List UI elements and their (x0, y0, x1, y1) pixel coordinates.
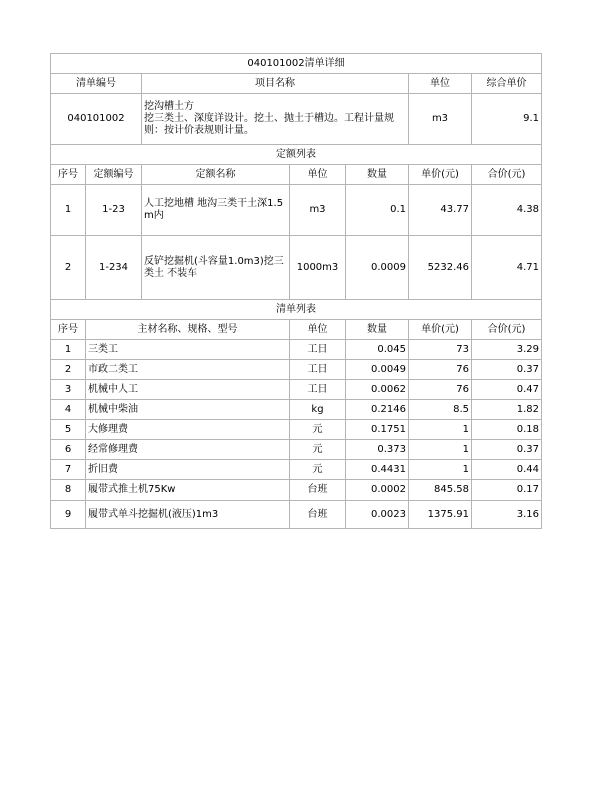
material-total: 0.18 (472, 420, 542, 440)
material-name: 大修理费 (86, 420, 290, 440)
material-unit-price: 1 (409, 420, 472, 440)
material-total: 0.17 (472, 480, 542, 501)
material-unit-price: 1 (409, 460, 472, 480)
bill-header-row (51, 74, 542, 94)
bill-price-header: 综合单价 (472, 74, 542, 94)
material-unit-price: 73 (409, 340, 472, 360)
material-unit-price-header: 单价(元) (409, 320, 472, 340)
material-unit-price: 845.58 (409, 480, 472, 501)
material-row (51, 380, 542, 400)
material-qty: 0.0023 (346, 501, 409, 529)
material-unit: 台班 (290, 480, 346, 501)
material-qty: 0.045 (346, 340, 409, 360)
material-row (51, 360, 542, 380)
material-qty: 0.0049 (346, 360, 409, 380)
bill-code-header: 清单编号 (51, 74, 142, 94)
quota-unit-header: 单位 (290, 165, 346, 185)
material-total: 1.82 (472, 400, 542, 420)
material-unit-price: 1375.91 (409, 501, 472, 529)
material-qty-header: 数量 (346, 320, 409, 340)
quota-qty: 0.1 (346, 185, 409, 236)
quota-total: 4.38 (472, 185, 542, 236)
material-seq: 5 (51, 420, 86, 440)
material-qty: 0.373 (346, 440, 409, 460)
material-name: 三类工 (86, 340, 290, 360)
material-row (51, 400, 542, 420)
material-unit-header: 单位 (290, 320, 346, 340)
material-total: 0.47 (472, 380, 542, 400)
quota-qty: 0.0009 (346, 236, 409, 300)
material-unit: kg (290, 400, 346, 420)
material-name-header: 主材名称、规格、型号 (86, 320, 290, 340)
material-qty: 0.0002 (346, 480, 409, 501)
quota-section-title: 定额列表 (51, 145, 542, 165)
material-unit: 元 (290, 460, 346, 480)
quota-unit-price-header: 单价(元) (409, 165, 472, 185)
material-total-header: 合价(元) (472, 320, 542, 340)
material-unit: 元 (290, 440, 346, 460)
quota-row (51, 236, 542, 300)
quota-name-header: 定额名称 (142, 165, 290, 185)
quota-total-header: 合价(元) (472, 165, 542, 185)
quota-unit-price: 43.77 (409, 185, 472, 236)
material-name: 市政二类工 (86, 360, 290, 380)
material-unit-price: 76 (409, 360, 472, 380)
quota-unit: m3 (290, 185, 346, 236)
quota-seq: 1 (51, 185, 86, 236)
material-seq-header: 序号 (51, 320, 86, 340)
material-seq: 8 (51, 480, 86, 501)
material-qty: 0.0062 (346, 380, 409, 400)
material-total: 3.16 (472, 501, 542, 529)
material-unit-price: 8.5 (409, 400, 472, 420)
quota-code-header: 定额编号 (86, 165, 142, 185)
material-seq: 1 (51, 340, 86, 360)
material-name: 履带式推土机75Kw (86, 480, 290, 501)
material-qty: 0.4431 (346, 460, 409, 480)
bill-detail-table (50, 53, 542, 529)
bill-unit-header: 单位 (409, 74, 472, 94)
material-unit-price: 76 (409, 380, 472, 400)
quota-row (51, 185, 542, 236)
quota-code: 1-234 (86, 236, 142, 300)
material-seq: 2 (51, 360, 86, 380)
material-row (51, 440, 542, 460)
material-unit: 工日 (290, 380, 346, 400)
bill-price: 9.1 (472, 94, 542, 145)
quota-header-row (51, 165, 542, 185)
bill-unit: m3 (409, 94, 472, 145)
quota-seq: 2 (51, 236, 86, 300)
material-total: 0.37 (472, 360, 542, 380)
quota-total: 4.71 (472, 236, 542, 300)
material-row (51, 460, 542, 480)
material-total: 3.29 (472, 340, 542, 360)
quota-name: 反铲挖掘机(斗容量1.0m3)挖三类土 不装车 (142, 236, 290, 300)
material-row (51, 480, 542, 501)
material-qty: 0.1751 (346, 420, 409, 440)
material-unit-price: 1 (409, 440, 472, 460)
bill-code: 040101002 (51, 94, 142, 145)
material-qty: 0.2146 (346, 400, 409, 420)
material-unit: 台班 (290, 501, 346, 529)
material-seq: 7 (51, 460, 86, 480)
material-unit: 工日 (290, 340, 346, 360)
quota-seq-header: 序号 (51, 165, 86, 185)
material-unit: 元 (290, 420, 346, 440)
material-name: 履带式单斗挖掘机(液压)1m3 (86, 501, 290, 529)
sheet-title: 040101002清单详细 (51, 54, 542, 74)
material-row (51, 420, 542, 440)
material-section-title: 清单列表 (51, 300, 542, 320)
quota-name: 人工挖地槽 地沟三类干土深1.5m内 (142, 185, 290, 236)
material-total: 0.37 (472, 440, 542, 460)
material-header-row (51, 320, 542, 340)
material-row (51, 340, 542, 360)
bill-name (142, 94, 409, 145)
material-name: 经常修理费 (86, 440, 290, 460)
material-name: 机械中人工 (86, 380, 290, 400)
material-total: 0.44 (472, 460, 542, 480)
bill-name-line2: 挖三类土、深度详设计。挖土、抛土于槽边。工程计量规则：按计价表规则计量。 (144, 113, 394, 136)
material-unit: 工日 (290, 360, 346, 380)
material-seq: 3 (51, 380, 86, 400)
quota-unit: 1000m3 (290, 236, 346, 300)
quota-unit-price: 5232.46 (409, 236, 472, 300)
quota-qty-header: 数量 (346, 165, 409, 185)
quota-code: 1-23 (86, 185, 142, 236)
material-seq: 6 (51, 440, 86, 460)
bill-row (51, 94, 542, 145)
material-seq: 4 (51, 400, 86, 420)
bill-name-line1: 挖沟槽土方 (144, 101, 194, 112)
material-name: 机械中柴油 (86, 400, 290, 420)
material-row (51, 501, 542, 529)
material-seq: 9 (51, 501, 86, 529)
material-name: 折旧费 (86, 460, 290, 480)
bill-name-header: 项目名称 (142, 74, 409, 94)
